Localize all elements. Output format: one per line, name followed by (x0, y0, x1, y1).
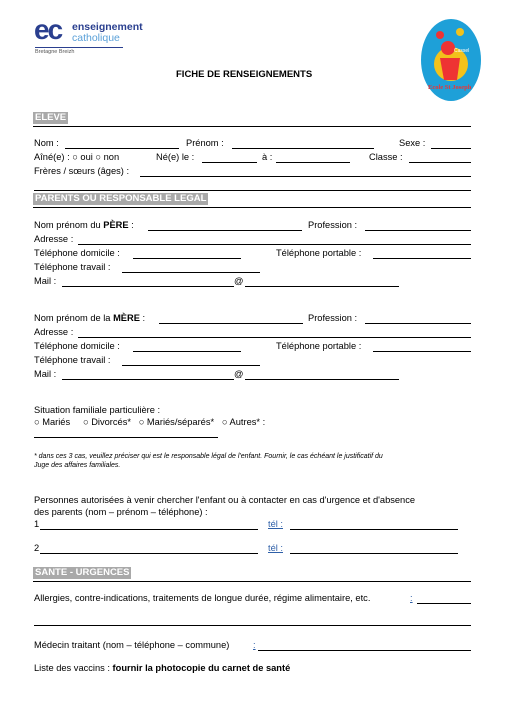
section-eleve-rule (33, 126, 471, 127)
pere-mail-field-1[interactable] (62, 286, 234, 287)
medecin-colon: : (253, 640, 256, 650)
ec-logo-rule (35, 47, 123, 48)
ne-le-field[interactable] (202, 162, 257, 163)
mere-tel-domicile-label: Téléphone domicile : (34, 341, 120, 351)
mere-label (34, 313, 145, 324)
pere-mail-field-2[interactable] (245, 286, 399, 287)
personne-2-tel-field[interactable] (290, 553, 458, 554)
aine-label[interactable]: Aîné(e) : ○ oui ○ non (34, 152, 120, 162)
vaccins-prefix: Liste des vaccins : (34, 663, 113, 673)
mere-tel-travail-label: Téléphone travail : (34, 355, 111, 365)
personne-2-field[interactable] (40, 553, 258, 554)
personne-1-number: 1 (34, 519, 40, 529)
ec-logo-line2: catholique (72, 32, 120, 44)
pere-tel-portable-field[interactable] (373, 258, 471, 259)
personne-1-tel-field[interactable] (290, 529, 458, 530)
sexe-label: Sexe : (399, 138, 426, 148)
section-sante-rule (33, 581, 471, 582)
allergies-colon: : (410, 593, 413, 603)
ec-logo-line1: enseignement (72, 21, 143, 33)
vaccins-label (34, 663, 290, 674)
pere-prefix: Nom prénom du (34, 220, 104, 230)
personnes-line-1: Personnes autorisées à venir chercher l'enfant ou à contacter en cas d'urgence et d'absence (34, 495, 416, 505)
medecin-label: Médecin traitant (nom – téléphone – commune) (34, 640, 230, 650)
pere-tel-domicile-label: Téléphone domicile : (34, 248, 120, 258)
mere-mail-label: Mail : (34, 369, 57, 379)
situation-autres-field[interactable] (34, 437, 218, 438)
pere-tel-travail-field[interactable] (122, 272, 260, 273)
ec-logo-mark: ec (34, 14, 62, 45)
personnes-line-2: des parents (nom – prénom – téléphone) : (34, 507, 208, 517)
mere-profession-field[interactable] (365, 323, 471, 324)
mere-tel-portable-label: Téléphone portable : (276, 341, 362, 351)
a-label: à : (262, 152, 273, 162)
pere-suffix: : (128, 220, 134, 230)
pere-bold: PÈRE (103, 220, 129, 230)
mere-name-field[interactable] (159, 323, 303, 324)
freres-field[interactable] (140, 176, 471, 177)
allergies-field-2[interactable] (34, 625, 471, 626)
pere-profession-label: Profession : (308, 220, 358, 230)
ne-le-label: Né(e) le : (156, 152, 195, 162)
classe-field[interactable] (409, 162, 471, 163)
mere-mail-at: @ (234, 369, 244, 379)
pere-adresse-label: Adresse : (34, 234, 74, 244)
school-logo-text: Ecole St Joseph (428, 84, 472, 91)
a-field[interactable] (276, 162, 350, 163)
pere-mail-label: Mail : (34, 276, 57, 286)
freres-label: Frères / sœurs (âges) : (34, 166, 130, 176)
mere-tel-domicile-field[interactable] (133, 351, 241, 352)
pere-label (34, 220, 134, 231)
section-sante-heading: SANTE - URGENCES (35, 567, 130, 578)
situation-options[interactable]: ○ Mariés ○ Divorcés* ○ Mariés/séparés* ○ Autres* : (34, 417, 266, 427)
page-title: FICHE DE RENSEIGNEMENTS (176, 69, 313, 80)
mere-tel-portable-field[interactable] (373, 351, 471, 352)
mere-mail-field-1[interactable] (62, 379, 234, 380)
personne-1-field[interactable] (40, 529, 258, 530)
prenom-label: Prénom : (186, 138, 224, 148)
section-eleve-heading: ELEVE (35, 112, 67, 123)
school-logo (420, 18, 482, 102)
pere-tel-domicile-field[interactable] (133, 258, 241, 259)
personne-2-number: 2 (34, 543, 40, 553)
mere-mail-field-2[interactable] (245, 379, 399, 380)
section-parents-heading: PARENTS OU RESPONSABLE LEGAL (35, 193, 207, 204)
mere-prefix: Nom prénom de la (34, 313, 114, 323)
freres-field-2[interactable] (34, 190, 471, 191)
mere-bold: MÈRE (113, 313, 140, 323)
section-parents-rule (33, 207, 471, 208)
situation-note-2: Juge des affaires familiales. (34, 462, 121, 469)
sexe-field[interactable] (431, 148, 471, 149)
vaccins-bold: fournir la photocopie du carnet de santé (112, 663, 291, 673)
allergies-field[interactable] (417, 603, 471, 604)
pere-tel-portable-label: Téléphone portable : (276, 248, 362, 258)
nom-label: Nom : (34, 138, 59, 148)
pere-adresse-field[interactable] (78, 244, 471, 245)
ec-logo-line3: Bretagne Breizh (35, 49, 75, 55)
mere-profession-label: Profession : (308, 313, 358, 323)
prenom-field[interactable] (232, 148, 374, 149)
personne-1-tel-label: tél : (268, 519, 283, 529)
school-logo-sub: Cassel (454, 48, 470, 54)
medecin-field[interactable] (258, 650, 471, 651)
allergies-label: Allergies, contre-indications, traitements de longue durée, régime alimentaire, etc. (34, 593, 371, 603)
pere-name-field[interactable] (148, 230, 302, 231)
mere-adresse-label: Adresse : (34, 327, 74, 337)
mere-adresse-field[interactable] (78, 337, 471, 338)
mere-tel-travail-field[interactable] (122, 365, 260, 366)
situation-label: Situation familiale particulière : (34, 405, 161, 415)
personne-2-tel-label: tél : (268, 543, 283, 553)
situation-note-1: * dans ces 3 cas, veuillez préciser qui est le responsable légal de l'enfant. Fournir, le cas échéant le justificatif du (34, 453, 383, 460)
classe-label: Classe : (369, 152, 403, 162)
mere-suffix: : (139, 313, 146, 323)
pere-profession-field[interactable] (365, 230, 471, 231)
pere-mail-at: @ (234, 276, 244, 286)
pere-tel-travail-label: Téléphone travail : (34, 262, 111, 272)
nom-field[interactable] (65, 148, 179, 149)
ec-logo (34, 14, 149, 60)
